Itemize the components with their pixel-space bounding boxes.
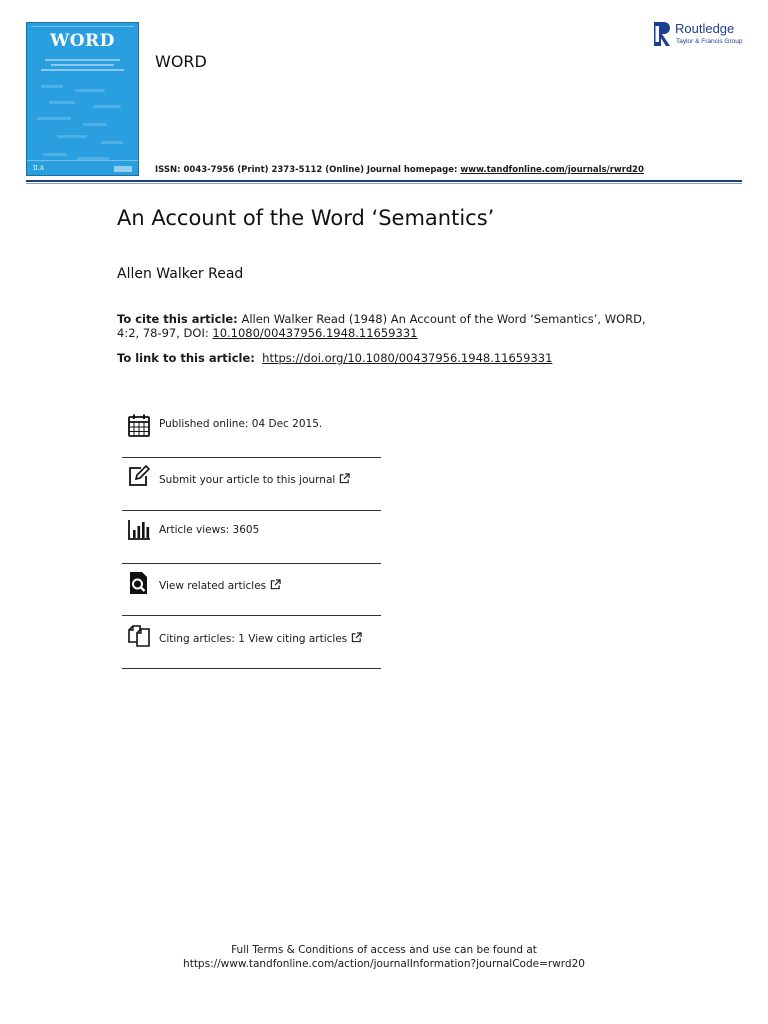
citing-icon [127, 624, 151, 648]
submit-article-row[interactable] [122, 462, 381, 514]
cover-pattern [37, 117, 71, 120]
cover-pattern [83, 123, 107, 126]
citation-label: To cite this article: [117, 312, 238, 326]
cover-pattern [57, 135, 87, 138]
terms-url[interactable]: https://www.tandfonline.com/action/journalInformation?journalCode=rwrd20 [183, 958, 585, 970]
divider [122, 457, 381, 458]
journal-name: WORD [155, 52, 207, 71]
cover-subtitle-line [51, 64, 114, 66]
published-date: Published online: 04 Dec 2015. [159, 418, 323, 430]
citing-articles-label: Citing articles: 1 View citing articles [159, 633, 348, 645]
submit-article-label: Submit your article to this journal [159, 474, 336, 486]
citing-articles-row[interactable] [122, 620, 381, 672]
terms-footer [0, 943, 768, 971]
issn-text: ISSN: 0043-7956 (Print) 2373-5112 (Online) Journal homepage: [155, 165, 461, 175]
cover-footer [27, 160, 138, 175]
journal-cover [26, 22, 139, 176]
article-link [117, 351, 552, 365]
divider [122, 615, 381, 616]
article-views: Article views: 3605 [159, 524, 260, 536]
cover-pattern [41, 85, 63, 88]
citation-doi-link[interactable]: 10.1080/00437956.1948.11659331 [212, 326, 418, 340]
citation [117, 312, 657, 340]
article-doi-url[interactable]: https://doi.org/10.1080/00437956.1948.11659331 [262, 351, 553, 365]
bar-chart-icon [127, 517, 151, 541]
external-link-icon [270, 579, 281, 590]
submit-article-link[interactable] [159, 473, 350, 486]
cover-subtitle-line [45, 59, 120, 61]
related-articles-row[interactable] [122, 567, 381, 619]
divider [122, 563, 381, 564]
search-document-icon [127, 571, 151, 595]
cover-title: WORD [50, 31, 115, 51]
issn-line [155, 165, 644, 175]
divider [122, 510, 381, 511]
cover-top-rule [31, 26, 134, 30]
external-link-icon [339, 473, 350, 484]
publisher-logo [654, 20, 754, 50]
external-link-icon [351, 632, 362, 643]
edit-icon [127, 464, 151, 488]
published-row [122, 410, 381, 462]
cover-publisher-mark [114, 166, 132, 172]
article-views-row [122, 514, 381, 566]
cover-pattern [49, 101, 75, 104]
citation-text: Allen Walker Read (1948) An Account of the Word ‘Semantics’, WORD, 4:2, 78-97, DOI: [117, 312, 646, 340]
related-articles-label: View related articles [159, 580, 267, 592]
cover-number: II.A [33, 165, 44, 172]
article-author: Allen Walker Read [117, 266, 244, 282]
calendar-icon [127, 413, 151, 437]
header-rule [26, 180, 742, 182]
journal-homepage-link[interactable]: www.tandfonline.com/journals/rwrd20 [460, 165, 644, 175]
link-label: To link to this article: [117, 351, 255, 365]
routledge-logo-icon [654, 20, 670, 48]
cover-pattern [43, 153, 67, 156]
divider [122, 668, 381, 669]
cover-pattern [93, 105, 121, 108]
citing-articles-link[interactable] [159, 632, 362, 645]
header-rule-thin [26, 183, 742, 184]
publisher-group: Taylor & Francis Group [676, 38, 743, 45]
cover-subtitle-line [41, 69, 124, 71]
terms-text: Full Terms & Conditions of access and use can be found at [231, 944, 537, 956]
cover-pattern [101, 141, 123, 144]
cover-pattern [75, 89, 105, 92]
related-articles-link[interactable] [159, 579, 281, 592]
publisher-name: Routledge [675, 21, 735, 36]
article-title: An Account of the Word ‘Semantics’ [117, 206, 495, 230]
